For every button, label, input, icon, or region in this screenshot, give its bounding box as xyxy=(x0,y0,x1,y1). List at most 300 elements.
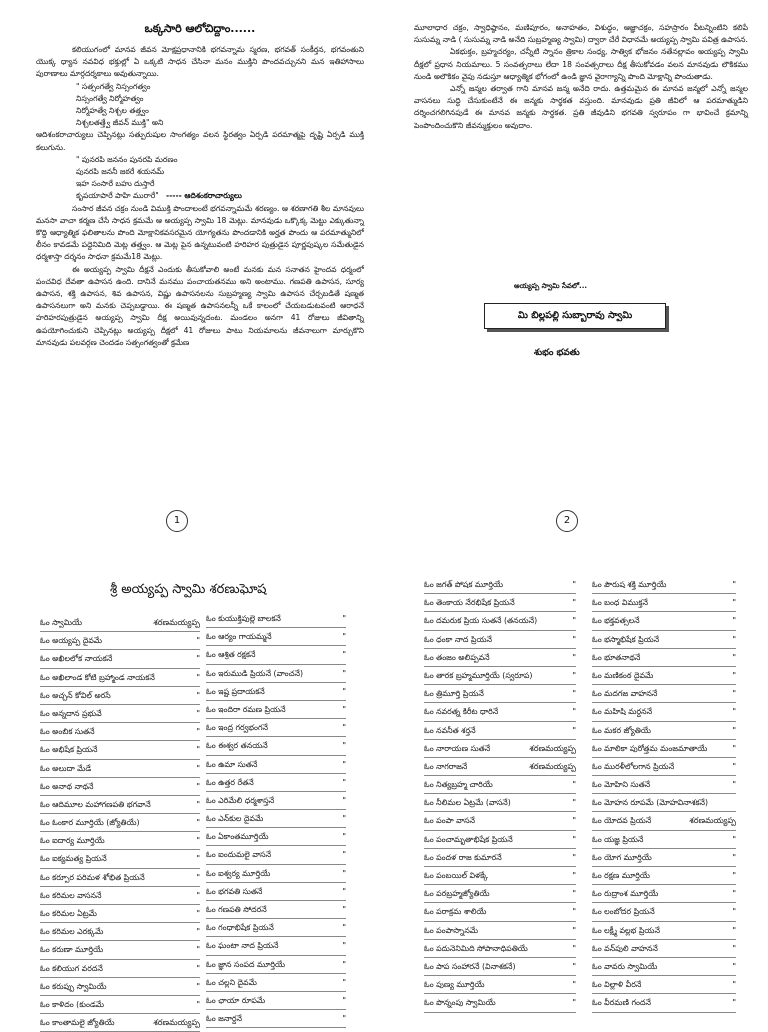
chant-text: ఓం తెంకాయ నేరభిషేక ప్రియనే xyxy=(424,598,515,608)
chant-row xyxy=(592,885,736,903)
chant-row xyxy=(424,903,576,921)
chant-row xyxy=(592,758,736,776)
chant-text: ఓం ఈశ్వర తనయనే xyxy=(206,741,268,751)
chant-row xyxy=(40,905,200,923)
chant-response: " xyxy=(732,743,736,753)
chant-row xyxy=(40,650,200,668)
chant-row xyxy=(40,778,200,796)
chant-text: ఓం తంజం అలిప్పవనే xyxy=(424,652,490,662)
chant-text: ఓం జ్ఞాన సంపద మూర్తియే xyxy=(206,959,286,969)
chant-response: " xyxy=(572,871,576,880)
chant-row xyxy=(40,632,200,650)
verse-line: నిస్సంగత్వే నిర్మోహత్వం xyxy=(76,93,144,103)
chant-text: ఓం జనార్దనే xyxy=(206,1014,243,1024)
verse-line: కృపయాపారే పాహి మురారే" xyxy=(76,191,159,201)
chant-text: ఓం ఐదార్య మూర్తియే xyxy=(40,836,105,846)
chant-row xyxy=(40,705,200,723)
chant-response: " xyxy=(342,704,346,714)
verse-two xyxy=(36,154,364,203)
chant-row xyxy=(206,865,346,883)
chant-text: ఓం ఇందిరా రమణ ప్రియనే xyxy=(206,704,286,714)
chant-row xyxy=(206,956,346,974)
verse-line: " పునరపి జననం పునరపి మరణం xyxy=(76,154,178,164)
chant-response: " xyxy=(732,761,736,771)
chant-text: ఓం రుద్రాంశ మూర్తియే xyxy=(592,889,659,899)
chant-text: ఓం మణికంఠ దైవమే xyxy=(592,670,654,680)
chant-response: " xyxy=(572,707,576,717)
chant-row xyxy=(592,940,736,958)
chant-row xyxy=(592,849,736,867)
chant-row xyxy=(592,922,736,940)
chant-text: ఓం పందళ రాజ కుమారనే xyxy=(424,852,502,862)
chant-text: ఓం ఘంటా నాద ప్రియనే xyxy=(206,941,279,951)
chant-row xyxy=(592,703,736,721)
chakra-paragraph: మూలాధార చక్రం, స్వాధిష్ఠానం, మణిపూరం, అనాహతం, విశుద్ధం, ఆజ్ఞాచక్రం, సహస్రారం వీటన్నింటిని కలిపే సుసుమ్న నాడి ( సుసుమ్న నాడి అనేది సుబ్రహ్మణ్య స్వామి) ద్వారా చేరే విధానమే అయ్యప్ప స్వామి పవిత్ర ఉపాసన. xyxy=(414,23,748,45)
chant-row xyxy=(592,831,736,849)
page-one xyxy=(0,0,384,540)
chant-response: " xyxy=(732,598,736,608)
intro-paragraph: కలియుగంలో మానవ జీవన మోక్షప్రధానానికి భగవన్నామ స్మరణ, భగవత్ సంకీర్తన, భగవంతుని యొక్క ధ్యాన నవవిధ భక్తుల్లో ఏ ఒక్కటి సాధన చేసినా మనం ముక్తిని పొందవచ్చునని మన ఇతిహాసాలు పురాణాలు మార్గదర్శకాలు అవుతున్నాయి. xyxy=(36,45,364,79)
chant-response: " xyxy=(342,650,346,660)
chant-column xyxy=(592,576,736,1013)
chant-response: " xyxy=(732,980,736,990)
chant-row xyxy=(592,740,736,758)
chant-response: " xyxy=(342,832,346,842)
chant-row xyxy=(206,846,346,864)
chant-text: ఓం ఎన్‌కుల దైవమే xyxy=(206,814,264,824)
chant-row xyxy=(592,685,736,703)
chant-text: ఓం పంపా వాసనే xyxy=(424,816,476,826)
chant-response: " xyxy=(572,598,576,608)
chant-response: " xyxy=(196,636,200,646)
chant-text: ఓం ఉత్తర రేతనే xyxy=(206,777,254,787)
chant-response: " xyxy=(732,907,736,917)
page-two xyxy=(384,0,768,540)
chant-response: " xyxy=(732,652,736,662)
chant-row xyxy=(40,941,200,959)
chant-text: ఓం భూతనాథనే xyxy=(592,652,641,662)
chant-row xyxy=(206,901,346,919)
chant-row xyxy=(206,701,346,719)
chant-text: ఓం మకర జ్యోతియే xyxy=(592,725,651,735)
chant-row xyxy=(424,722,576,740)
chant-response: " xyxy=(196,836,200,846)
chant-response: " xyxy=(572,907,576,917)
chant-column xyxy=(206,610,346,1028)
chant-text: ఓం అయ్యప్ప దైవమే xyxy=(40,636,103,646)
chant-row xyxy=(424,576,576,594)
chant-row xyxy=(206,665,346,683)
chant-text: ఓం నాగరాజనే xyxy=(424,761,468,771)
chant-row xyxy=(424,740,576,758)
chant-response: " xyxy=(342,814,346,824)
verse-line: పునరపి జననీ జఠరే శయనమ్ xyxy=(76,167,165,177)
chant-response: " xyxy=(732,725,736,735)
verse-line: ఇహ సంసారే బహు దుస్తారే xyxy=(76,179,155,189)
chant-row xyxy=(206,828,346,846)
chant-text: ఓం యోదవ ప్రియనే xyxy=(592,816,652,826)
chant-row xyxy=(40,923,200,941)
chant-row xyxy=(592,976,736,994)
chant-row xyxy=(592,612,736,630)
chant-text: ఓం ఐందుమలై వాసనే xyxy=(206,850,272,860)
chant-response: " xyxy=(342,686,346,696)
chant-response: " xyxy=(196,890,200,900)
chant-response: " xyxy=(732,852,736,862)
chant-response: " xyxy=(572,689,576,699)
chant-response: " xyxy=(342,759,346,769)
chant-row xyxy=(592,776,736,794)
chant-response: " xyxy=(342,741,346,751)
chant-row xyxy=(424,867,576,885)
chant-text: ఓం బంధ విముక్తనే xyxy=(592,598,648,608)
chant-text: ఓం లంబోదర ప్రియనే xyxy=(592,907,655,917)
chant-text: ఓం పంబయిల్ విళక్కే xyxy=(424,871,488,880)
chant-row xyxy=(40,996,200,1014)
paragraph-three: సంసార జీవన చక్రం నుండి విముక్తి పొందాలంటే భగవన్నామమే శరణ్యం. ఆ శరణాగతి శీల మానవులు మనసా వాచా కర్మణ చేసే సాధన క్రమమే ఆ అయ్యప్ప స్వామి 18 మెట్లు. మానవుడు ఒక్కొక్క మెట్టు ఎక్కుతున్నా కొద్ది ఆధ్యాత్మిక ఫలితాలను పొంది మోక్షానికవసరమైన యోగ్యతను పొందడానికి అర్హత పొందు ఆ పరమాత్మునిలో లీనం కావడమే పద్దెనిమిది మెట్ల తత్త్వం. ఆ మెట్ల పైన ఉన్నటువంటి హరిహర పుత్రుడైన పూర్ణపుష్కల సమేతుడైన ధర్మశాస్తా దర్శనం సాధనా క్రమమే18 మెట్లు. xyxy=(36,203,364,262)
page-number: 2 xyxy=(556,510,578,532)
chant-row xyxy=(206,646,346,664)
chant-response: " xyxy=(572,852,576,862)
chant-text: ఓం రక్షణ మూర్తియే xyxy=(592,871,650,880)
chant-text: ఓం మోహిని సుతనే xyxy=(592,780,651,790)
chant-row xyxy=(206,756,346,774)
chant-response: " xyxy=(732,670,736,680)
rules-paragraph: ఏకభుక్తం, బ్రహ్మచర్యం, చన్నీటి స్నానం త్రికాల సంధ్య, సాత్విక భోజనం నతేనల్లావం అయ్యప్ప స్వామి దీక్షలో ప్రధాన నియమాలు. 5 సంవత్సరాలు లేదా 18 సంవత్సరాలు దీక్ష తీసుకోవడం వలన మానవుడు లౌకికము నుండి అలౌకికం వైపు నడుస్తూ ఆధ్యాత్మిక భోగంలో ఉండి జ్ఞాన వైరాగ్యాన్ని పొంది మోక్షాన్ని పొందుతాడు. xyxy=(414,47,748,81)
chant-response: " xyxy=(196,854,200,864)
chant-row xyxy=(206,719,346,737)
chant-text: ఓం జగత్ పోషక మూర్తియే xyxy=(424,580,503,589)
chant-row xyxy=(592,958,736,976)
chant-row xyxy=(424,612,576,630)
chant-text: ఓం వన్‌పులి వాహననే xyxy=(592,943,658,953)
paragraph-two: ఆదిశంకరాచార్యులు చెప్పినట్లు సత్పురుషుల సాంగత్యం వలన స్థిరత్వం ఏర్పడి పరమాత్మపై దృష్టి ఏర్పడి ముక్తి కలుగును. xyxy=(36,130,364,152)
chant-row xyxy=(206,810,346,828)
chant-text: ఓం కాళిదం (కుండమే xyxy=(40,999,104,1009)
chant-text: ఓం విల్లాళి వీరనే xyxy=(592,980,642,990)
chant-text: ఓం ఎరిమేలి ధర్మశాస్తనే xyxy=(206,795,275,805)
verse-one xyxy=(36,81,364,130)
chant-text: ఓం గంధాభిషేక ప్రియనే xyxy=(206,923,274,933)
chant-text: ఓం కరిమల ఎరక్కమే xyxy=(40,927,104,937)
chant-text: ఓం అనాథ నాథనే xyxy=(40,781,94,791)
chant-text: ఓం కర్పూర పరిమళ శోభిత ప్రియనే xyxy=(40,872,145,882)
chant-row xyxy=(40,614,200,632)
chant-row xyxy=(424,994,576,1012)
chant-text: ఓం పంచామృతాభిషేక ప్రియనే xyxy=(424,834,513,844)
chant-row xyxy=(424,594,576,612)
birth-paragraph: ఎన్నో జన్మల తర్వాత గాని మానవ జన్మ అనేది రాదు. ఉత్తమమైన ఈ మానవ జన్మలో ఎన్నో జన్మల వాసనలు సుద్ధి చేసుకుంటేనే ఈ జన్మకు సార్థకత వస్తుంది. మానవుడు ప్రతి జీవిలో ఆ పరమాత్ముడిని దర్శించగలిగినపుడే ఈ మానవ జన్మకు సార్థకత. ప్రతి జీవుడిని భగవతి స్వరూపం గా భావించే క్రమాన్ని పెంపొందించుకొని జీవన్ముక్తులం అవుదాం. xyxy=(414,84,748,130)
chant-text: ఓం చల్లని దైవమే xyxy=(206,977,257,987)
chant-response: " xyxy=(732,634,736,644)
chant-row xyxy=(40,850,200,868)
paragraph-four: ఈ అయ్యప్ప స్వామి దీక్షనే ఎందుకు తీసుకోవాలి అంటే మనకు మన సనాతన హైందవ ధర్మంలో పంచవిధ దేవతా ఉపాసన ఉంది. దానినే మనము పంచాయతనము అని అంటాము. గణపతి ఉపాసన, సూర్య ఉపాసన, శక్తి ఉపాసన, శివ ఉపాసన, విష్ణు ఉపాసనలను సుబ్రహ్మణ్య స్వామి ఉపాసన చేర్చబడితే షణ్మత ఉపాసనలుగా అని మనకు చెప్పబడ్డాయి. ఈ షణ్మత ఉపాసనలన్నీ ఒకే కాలంలో చేయబడుటవంటి ఆరాధనే హరిహరపుత్రుడైన అయ్యప్ప స్వామి దీక్ష అయివున్నదంట. మండలం అనగా 41 రోజులు జీవితాన్ని ఉపయోగించుకుని చెప్పినట్లు అయ్యప్ప దీక్షలో 41 రోజులు పాటు నియమాలను జీవనాలుగా మార్చుకొని మానవుడు పలవర్గణ చెందడం సత్సంగత్వంతో క్రమేణ xyxy=(36,264,364,347)
blessing-text: శుభం భవతు xyxy=(534,348,580,358)
chant-text: ఓం ఐశ్వర్య మూర్తియే xyxy=(206,868,271,878)
chant-row xyxy=(40,814,200,832)
chant-text: ఓం త్రిమూర్తి ప్రియనే xyxy=(424,689,484,699)
chant-response: " xyxy=(732,998,736,1008)
chant-text: ఓం కరిమల ఏట్రమే xyxy=(40,909,97,918)
chant-text: ఓం అంబిక సుతనే xyxy=(40,727,95,737)
chant-text: ఓం కుయుక్తిపుల్లె బాలకనే xyxy=(206,614,281,623)
chant-text: ఓం ఉమా సుతనే xyxy=(206,759,258,769)
chant-row xyxy=(592,794,736,812)
chant-text: ఓం నీలిమల ఏట్రమే (వాసనే) xyxy=(424,798,511,808)
chant-response: శరణమయ్యప్ప xyxy=(689,816,736,826)
chant-response: " xyxy=(342,723,346,733)
chant-row xyxy=(424,849,576,867)
chant-response: " xyxy=(342,941,346,951)
chant-text: ఓం పుణ్య మూర్తియే xyxy=(424,980,485,990)
chant-row xyxy=(206,628,346,646)
chant-row xyxy=(206,883,346,901)
chant-text: ఓం ధంకా నాద ప్రియనే xyxy=(424,634,492,644)
chant-text: ఓం పాప సంహారనే (వినాశకనే) xyxy=(424,961,516,971)
chant-response: " xyxy=(196,781,200,791)
chant-row xyxy=(424,685,576,703)
chant-row xyxy=(424,794,576,812)
chant-row xyxy=(592,994,736,1012)
chant-response: " xyxy=(342,905,346,914)
chant-row xyxy=(424,831,576,849)
chant-text: ఓం అఖిలలోక నాయకనే xyxy=(40,654,113,664)
chant-text: ఓం నవరత్న కిరీట ధారినే xyxy=(424,707,499,717)
chant-response: " xyxy=(196,690,200,700)
chant-row xyxy=(40,760,200,778)
chant-response: " xyxy=(196,763,200,773)
chant-response: " xyxy=(572,798,576,808)
page-number: 1 xyxy=(166,510,188,532)
chant-text: ఓం తారక బ్రహ్మమూర్తియే (స్వరూప) xyxy=(424,670,533,680)
chant-response: " xyxy=(732,780,736,790)
chant-response: " xyxy=(732,925,736,935)
chant-text: ఓం పౌరుష శక్తి మూర్తియే xyxy=(592,580,667,589)
sharanu-ghosha-section xyxy=(0,570,768,1028)
chant-row xyxy=(592,903,736,921)
chant-row xyxy=(206,610,346,628)
chant-text: ఓం లక్ష్మీ వల్లభ ప్రియనే xyxy=(592,925,660,935)
chant-text: ఓం ఛాయా రూపమే xyxy=(206,995,266,1005)
chant-row xyxy=(206,919,346,937)
chant-response: " xyxy=(342,850,346,860)
chant-text: ఓం ఆర్యం గాయమ్మనే xyxy=(206,632,272,642)
chant-row xyxy=(206,737,346,755)
chant-row xyxy=(424,667,576,685)
chant-text: ఓం స్వామియే xyxy=(40,618,83,627)
chant-text: ఓం ఇష్ట ప్రదాయకనే xyxy=(206,686,265,696)
chant-text: ఓం కాంతామలై జ్యోతియే xyxy=(40,1018,115,1028)
chant-text: ఓం ఇంద్ర గర్వభంగనే xyxy=(206,723,268,733)
chant-response: " xyxy=(572,998,576,1008)
chant-response: శరణమయ్యప్ప xyxy=(153,1018,200,1028)
chant-column xyxy=(424,576,576,1013)
chant-text: ఓం ఆదిమూల మహాగణపతి భగవానే xyxy=(40,799,151,809)
chant-response: " xyxy=(572,616,576,626)
chant-row xyxy=(424,703,576,721)
chant-response: " xyxy=(732,580,736,589)
chant-text: ఓం పరాక్రమ శాలియే xyxy=(424,907,487,917)
chant-text: ఓం భస్మాభిషేక ప్రియనే xyxy=(592,634,660,644)
chant-response: " xyxy=(342,886,346,896)
chant-response: " xyxy=(572,834,576,844)
chant-response: " xyxy=(572,816,576,826)
chant-row xyxy=(424,976,576,994)
chant-response: " xyxy=(196,745,200,755)
chant-row xyxy=(206,792,346,810)
chant-row xyxy=(424,958,576,976)
chant-text: ఓం అన్నదాన ప్రభువే xyxy=(40,708,102,718)
chant-text: ఓం గణపతి సోదరనే xyxy=(206,905,267,914)
chant-text: ఓం మదగజ వాహననే xyxy=(592,689,658,699)
chant-response: " xyxy=(342,668,346,678)
chant-text: ఓం దమరుక ప్రియ సుతనే (తనయనే) xyxy=(424,616,538,626)
chant-text: ఓం భగవతి సుతనే xyxy=(206,886,263,896)
chant-text: ఓం వీరమణి గందనే xyxy=(592,998,651,1008)
chant-row xyxy=(592,867,736,885)
chant-row xyxy=(40,832,200,850)
chant-text: ఓం నిత్యబ్రహ్మ చారియే xyxy=(424,780,493,790)
verse-line: నిర్మోహత్వే నిశ్చల తత్త్వం xyxy=(76,106,149,116)
chant-row xyxy=(40,869,200,887)
chant-text: ఓం ఏకాంతమూర్తియే xyxy=(206,832,269,842)
chant-response: " xyxy=(196,708,200,718)
chant-response: " xyxy=(196,672,200,682)
chant-row xyxy=(40,887,200,905)
section-title: శ్రీ అయ్యప్ప స్వామి శరణుఘోష xyxy=(110,582,267,597)
chant-response: " xyxy=(572,634,576,644)
chant-response: " xyxy=(342,777,346,787)
chant-text: ఓం కరిమల వాసననే xyxy=(40,890,102,900)
chant-response: " xyxy=(572,670,576,680)
verse-line: నిశ్చలతత్త్వే జీవన్ ముక్తి" అని xyxy=(76,118,164,128)
chant-row xyxy=(592,649,736,667)
chant-row xyxy=(40,723,200,741)
chant-response: " xyxy=(196,654,200,664)
chant-response: " xyxy=(572,943,576,953)
chant-response: శరణమయ్యప్ప xyxy=(529,761,576,771)
chant-response: " xyxy=(342,632,346,642)
chant-text: ఓం కలియుగ వరదనే xyxy=(40,963,103,973)
chant-response: " xyxy=(196,818,200,828)
chant-response: " xyxy=(196,963,200,973)
chant-row xyxy=(592,594,736,612)
chant-response: " xyxy=(572,780,576,790)
chant-text: ఓం మోహన రూపమే (మోహవినాశకనే) xyxy=(592,798,709,808)
chant-text: ఓం పొన్నంపు స్వామియే xyxy=(424,998,496,1008)
chant-response: " xyxy=(196,981,200,991)
chant-response: " xyxy=(732,689,736,699)
chant-row xyxy=(206,992,346,1010)
chant-text: ఓం నవనీత శర్తనే xyxy=(424,725,476,735)
chant-row xyxy=(40,978,200,996)
chant-response: " xyxy=(196,799,200,809)
chant-row xyxy=(206,683,346,701)
chant-text: ఓం యోగ మూర్తియే xyxy=(592,852,652,862)
chant-text: ఓం ఇరుముడి ప్రియనే (వాంచనే) xyxy=(206,668,304,678)
chant-response: " xyxy=(732,834,736,844)
chant-text: ఓం పరబ్రహ్మజ్యోతియే xyxy=(424,889,490,899)
chant-row xyxy=(206,974,346,992)
chant-response: " xyxy=(732,871,736,880)
chant-column xyxy=(40,614,200,1032)
chant-response: " xyxy=(342,959,346,969)
chant-text: ఓం మాలికా పురోత్తమ మంజమాతాయే xyxy=(592,743,708,753)
chant-response: " xyxy=(342,614,346,623)
chant-text: ఓం ఐక్యమత్య ప్రియనే xyxy=(40,854,107,864)
chant-response: " xyxy=(196,999,200,1009)
chant-text: ఓం అలుదా మేడే xyxy=(40,763,92,773)
chant-text: ఓం ఆశ్రిత రక్షకనే xyxy=(206,650,256,660)
chant-row xyxy=(206,1010,346,1028)
chant-row xyxy=(592,812,736,830)
chant-response: " xyxy=(196,945,200,955)
chant-text: ఓం పంపాస్నానమే xyxy=(424,925,479,935)
chant-row xyxy=(424,812,576,830)
chant-response: " xyxy=(732,889,736,899)
chant-response: " xyxy=(196,927,200,937)
chant-text: ఓం అచ్చన్ కోవిల్ అరసే xyxy=(40,690,111,700)
chant-response: " xyxy=(342,923,346,933)
chant-row xyxy=(592,576,736,594)
chant-text: ఓం నారాయణ సుతనే xyxy=(424,743,491,753)
chant-row xyxy=(206,774,346,792)
chant-response: " xyxy=(572,925,576,935)
chant-text: ఓం భక్తవత్సలనే xyxy=(592,616,640,626)
chant-row xyxy=(592,667,736,685)
chant-row xyxy=(40,960,200,978)
chant-row xyxy=(592,722,736,740)
chant-response: " xyxy=(342,795,346,805)
chant-row xyxy=(40,1014,200,1032)
chant-text: ఓం అఖిలాండ కోటి బ్రహ్మాండ నాయకనే xyxy=(40,672,155,682)
chant-response: " xyxy=(572,889,576,899)
chant-text: ఓం వావరు స్వామియే xyxy=(592,961,658,971)
chant-row xyxy=(40,669,200,687)
chant-response: " xyxy=(732,943,736,953)
chant-text: ఓం అభిషేక ప్రియనే xyxy=(40,745,98,755)
chant-row xyxy=(424,649,576,667)
chant-row xyxy=(424,922,576,940)
page-one-title: ఒక్కసారి ఆలోచిద్దాం...... xyxy=(144,22,256,35)
chant-text: ఓం యజ్ఞ ప్రియనే xyxy=(592,834,644,844)
chant-response: " xyxy=(732,707,736,717)
chant-response: " xyxy=(572,652,576,662)
verse-attribution: ----- ఆదిశంకరాచార్యులు xyxy=(166,191,242,201)
chant-text: ఓం కరుణా మూర్తియే xyxy=(40,945,104,955)
chant-response: " xyxy=(196,909,200,918)
chant-row xyxy=(424,631,576,649)
chant-response: " xyxy=(342,977,346,987)
verse-line: " సత్సంగత్వే నిస్సంగత్వం xyxy=(76,81,151,91)
chant-response: " xyxy=(196,727,200,737)
chant-row xyxy=(40,687,200,705)
presenter-name-box: మి బిల్లపల్లి సుబ్బారావు స్వామి xyxy=(484,303,666,329)
chant-response: " xyxy=(732,961,736,971)
chant-response: " xyxy=(572,725,576,735)
chant-row xyxy=(424,940,576,958)
chant-row xyxy=(424,776,576,794)
verse-line-with-attribution xyxy=(76,190,364,202)
chant-response: " xyxy=(572,980,576,990)
chant-row xyxy=(206,937,346,955)
chant-response: " xyxy=(572,961,576,971)
chant-row xyxy=(592,631,736,649)
chant-response: " xyxy=(732,616,736,626)
presenter-label: అయ్యప్ప స్వామి సేవలో... xyxy=(514,282,588,290)
chant-response: " xyxy=(342,995,346,1005)
chant-row xyxy=(424,758,576,776)
